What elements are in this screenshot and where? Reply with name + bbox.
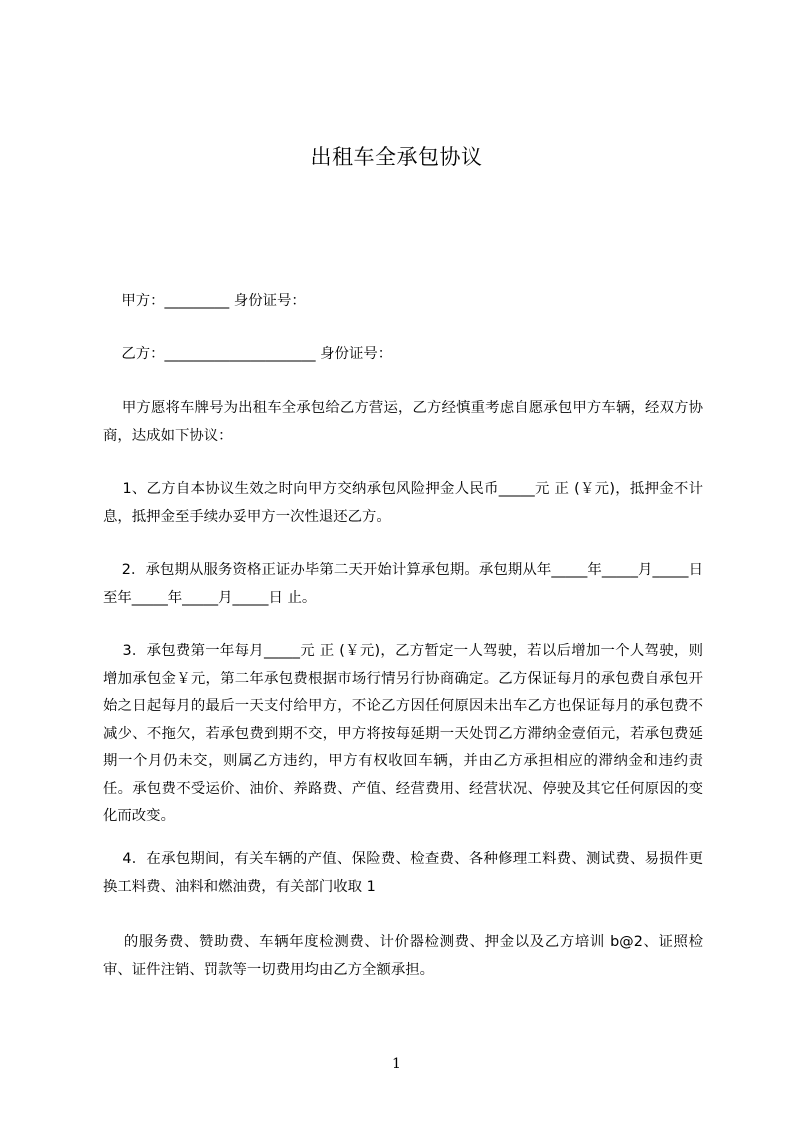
document-title: 出租车全承包协议 xyxy=(310,145,483,169)
party-a-line: 甲方：_________ 身份证号： xyxy=(103,293,306,309)
page-number: 1 xyxy=(392,1056,401,1072)
intro-paragraph: 甲方愿将车牌号为出租车全承包给乙方营运，乙方经慎重考虑自愿承包甲方车辆，经双方协商，达成如下协议： xyxy=(103,400,703,444)
clause-3-paragraph: 3．承包费第一年每月_____元 正 (￥元)，乙方暂定一人驾驶，若以后增加一个人驾驶，则增加承包金￥元，第二年承包费根据市场行情另行协商确定。乙方保证每月的承包费自承包开始之日起每月的最后一天支付给甲方，不论乙方因任何原因未出车乙方也保证每月的承包费不减少、不拖欠，若承包费到期不交，甲方将按每延期一天处罚乙方滞纳金壹佰元，若承包费延期一个月仍未交，则属乙方违约，甲方有权收回车辆，并由乙方承担相应的滞纳金和违约责任。承包费不受运价、油价、养路费、产值、经营费用、经营状况、停驶及其它任何原因的变化而改变。 xyxy=(103,643,703,824)
clause-2-paragraph: 2．承包期从服务资格正证办毕第二天开始计算承包期。承包期从年_____年_____月_____日 至年_____年_____月_____日 止。 xyxy=(103,562,708,606)
clause-4-paragraph: 4．在承包期间，有关车辆的产值、保险费、检查费、各种修理工料费、测试费、易损件更换工料费、油料和燃油费，有关部门收取 1 xyxy=(103,851,703,895)
clause-1-paragraph: 1、乙方自本协议生效之时向甲方交纳承包风险押金人民币_____元 正 (￥元)，抵押金不计息，抵押金至手续办妥甲方一次性退还乙方。 xyxy=(103,481,703,525)
clause-4-continuation: 的服务费、赞助费、车辆年度检测费、计价器检测费、押金以及乙方培训 b@2、证照检审、证件注销、罚款等一切费用均由乙方全额承担。 xyxy=(103,934,703,978)
party-b-line: 乙方：_____________________ 身份证号： xyxy=(103,346,393,362)
